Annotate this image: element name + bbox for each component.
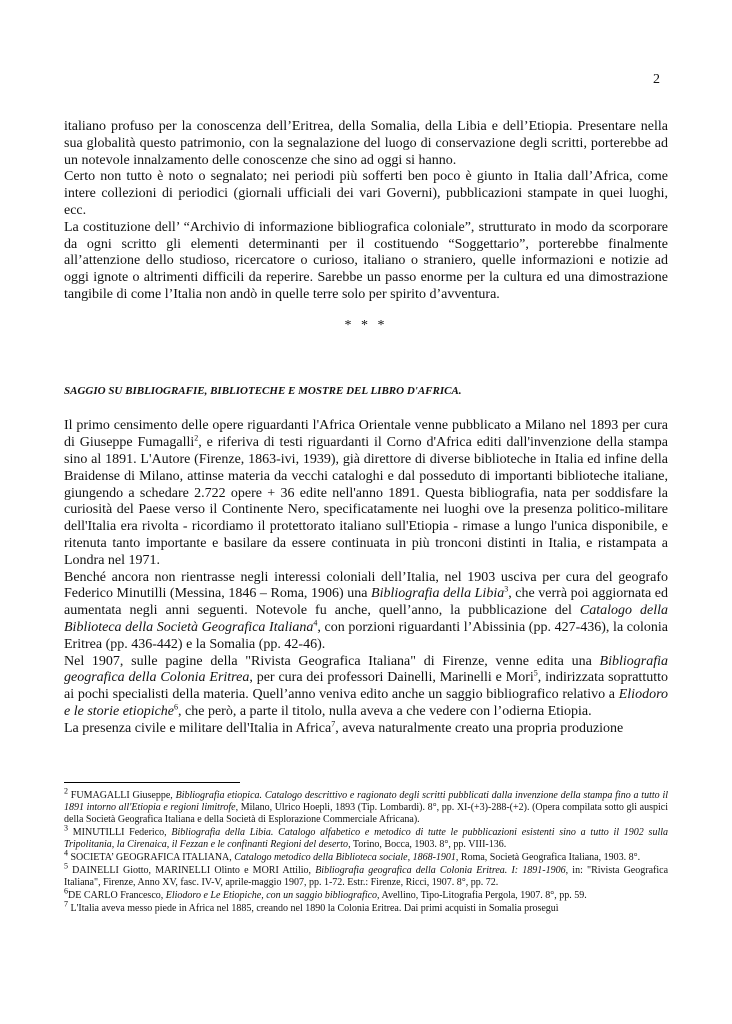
paragraph-fumagalli: Il primo censimento delle opere riguardanti l'Africa Orientale venne pubblicato a Milano nel 1893 per cura di Giuseppe Fumagalli$^2$, e riferiva di testi riguardanti il Corno d'Africa editi dall'invenzione della stampa sino al 1891. L'Autore (Firenze, 1863-ivi, 1939), già direttore di diverse biblioteche in Italia ed infine della Braidense di Milano, attinse materia da vecchi cataloghi e dal posseduto di importanti biblioteche italiane, giungendo a schedare 2.722 opere + 36 edite nell'anno 1891. Questa bibliografia, nata per soddisfare la curiosità del Paese verso il Continente Nero, specificatamente nei luoghi ove la presenza politico-militare dell'Italia era rivolta - ricordiamo il protettorato italiano sull'Etiopia - rimase a lungo l'unica disponibile, e ritenuta tanto importante e basilare da essere continuata in più tronconi distinti in Italia, e ristampata a Londra nel 1971. <box>64 418 668 568</box>
intro-paragraph-2: Certo non tutto è noto o segnalato; nei periodi più sofferti ben poco è giunto in Italia dall’Africa, come intere collezioni di periodici (giornali ufficiali dei vari Governi), pubblicazioni stampate in quei luoghi, ecc. <box>64 169 668 218</box>
footnote-4: $^4$ SOCIETA’ GEOGRAFICA ITALIANA, Catalogo metodico della Biblioteca sociale, 1868-1901, Roma, Società Geografica Italiana, 1903. 8°. <box>64 848 641 863</box>
paragraph-presenza: La presenza civile e militare dell'Italia in Africa$^7$, aveva naturalmente creato una propria produzione <box>64 719 624 736</box>
footnote-ref-5[interactable]: 5 <box>533 668 538 678</box>
footnote-7: $^7$ L'Italia aveva messo piede in Africa nel 1885, creando nel 1890 la Colonia Eritrea. Dai primi acquisti in Somalia proseguì <box>64 899 559 914</box>
footnote-ref-6[interactable]: 6 <box>174 702 179 712</box>
footnote-ref-3[interactable]: 3 <box>504 584 509 594</box>
body-text <box>64 119 668 738</box>
section-title: SAGGIO SU BIBLIOGRAFIE, BIBLIOTECHE E MOSTRE DEL LIBRO D'AFRICA. <box>64 384 462 397</box>
footnote-6: $^6$DE CARLO Francesco, Eliodoro e Le Etiopiche, con un saggio bibliografico, Avellino, Tipo-Litografia Pergola, 1907. 8°, pp. 59. <box>64 886 587 901</box>
paragraph-rivista: Nel 1907, sulle pagine della "Rivista Geografica Italiana" di Firenze, venne edita una Bibliografia geografica della Colonia Eritrea, per cura dei professori Dainelli, Marinelli e Mori$^5$, indirizzata soprattutto ai pochi specialisti della materia. Quell’anno veniva edito anche un saggio bibliografico relativo a Eliodoro e le storie etiopiche$^6$, che però, a parte il titolo, nulla aveva a che vedere con l’odierna Etiopia. <box>64 653 668 719</box>
paragraph-minutilli: Benché ancora non rientrasse negli interessi coloniali dell’Italia, nel 1903 usciva per cura del geografo Federico Minutilli (Messina, 1846 – Roma, 1906) una Bibliografia della Libia$^3$, che verrà poi aggiornata ed aumentata negli anni seguenti. Notevole fu anche, quell’anno, la pubblicazione del Catalogo della Biblioteca della Società Geografica Italiana$^4$, con porzioni riguardanti l’Abissinia (pp. 427-436), la colonia Eritrea (pp. 436-442) e la Somalia (pp. 42-46). <box>64 569 669 652</box>
footnote-divider <box>64 782 240 783</box>
section-separator: * * * <box>344 317 388 333</box>
footnote-5: $^5$ DAINELLI Giotto, MARINELLI Olinto e MORI Attilio, Bibliografia geografica della Colonia Eritrea. I: 1891-1906, in: "Rivista Geografica Italiana", Firenze, Anno XV, fasc. IV-V, aprile-maggio 1907, pp. 1-72. Estr.: Firenze, Ricci, 1907. 8°, pp. 72. <box>64 861 669 888</box>
intro-paragraph-3: La costituzione dell’ “Archivio di informazione bibliografica coloniale”, strutturato in modo da scorporare da ogni scritto gli elementi determinanti per il costituendo “Soggettario”, porterebbe finalmente all’attenzione dello studioso, ricercatore o curioso, italiano o straniero, quelle informazioni e notizie ad oggi ignote o altrimenti difficili da reperire. Sarebbe un passo enorme per la cultura ed una dimostrazione tangibile di come l’Italia non andò in quelle terre solo per spirito d’avventura. <box>64 219 668 302</box>
footnotes <box>64 786 669 916</box>
intro-paragraph-1: italiano profuso per la conoscenza dell’Eritrea, della Somalia, della Libia e dell’Etiopia. Presentare nella sua globalità questo patrimonio, con la segnalazione del luogo di conservazione degli scritti, porterebbe ad un notevole innalzamento delle conoscenze che sino ad oggi si hanno. <box>64 119 668 168</box>
document-page <box>64 0 668 1024</box>
footnote-ref-2[interactable]: 2 <box>194 433 199 443</box>
page-number: 2 <box>653 72 660 87</box>
footnote-2: $^2$ FUMAGALLI Giuseppe, Bibliografia etiopica. Catalogo descrittivo e ragionato degli scritti pubblicati dalla invenzione della stampa fino a tutto il 1891 intorno all'Etiopia e regioni limitrofe, Milano, Ulrico Hoepli, 1893 (Tip. Lombardi). 8°, pp. XI-(+3)-288-(+2). (Opera compilata sotto gli auspici della Società Geografica Italiana e della Società di Esplorazione Commerciale Africana). <box>64 786 669 825</box>
footnote-ref-7[interactable]: 7 <box>331 719 336 729</box>
footnote-3: $^3$ MINUTILLI Federico, Bibliografia della Libia. Catalogo alfabetico e metodico di tutte le pubblicazioni esistenti sino a tutto il 1902 sulla Tripolitania, la Cirenaica, il Fezzan e le confinanti Regioni del deserto, Torino, Bocca, 1903. 8°, pp. VIII-136. <box>64 823 669 850</box>
footnote-ref-4[interactable]: 4 <box>313 618 318 628</box>
